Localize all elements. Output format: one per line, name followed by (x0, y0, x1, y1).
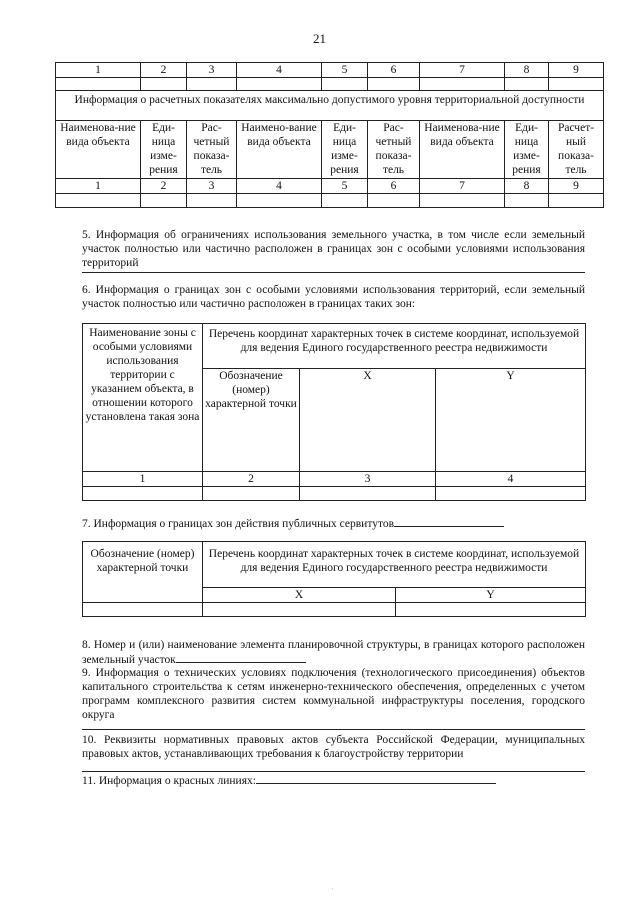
col-number: 5 (322, 63, 368, 78)
table-row (83, 472, 586, 487)
col-number: 3 (300, 472, 436, 487)
column-header: Рас-четный показа-тель (368, 121, 420, 179)
coords-header: Перечень координат характерных точек в системе координат, используемой для ведения Единого государственного реестра недвижимости (203, 324, 586, 369)
column-header: Наименова-ние вида объекта (56, 121, 141, 179)
zone-name-header: Наименование зоны с особыми условиями использования территории с указанием объекта, в отношении которого установлена такая зона (83, 324, 203, 472)
designation-header: Обозначение (номер) характерной точки (83, 542, 203, 603)
table-row (83, 542, 586, 588)
table-caption: Информация о расчетных показателях максимально допустимого уровня территориальной доступности (56, 91, 604, 121)
section-10-text: 10. Реквизиты нормативных правовых актов субъекта Российской Федерации, муниципальных правовых актов, устанавливающих требования к благоустройству территории (82, 734, 585, 760)
section-9-text: 9. Информация о технических условиях подключения (технологического присоединения) объектов капитального строительства к сетям инженерно-технического обеспечения, определенных с учетом программ комплексного развития систем коммунальной инфраструктуры поселения, городского округа (82, 667, 585, 721)
y-header: Y (436, 369, 586, 472)
fill-line (394, 516, 504, 527)
table-row (83, 324, 586, 369)
col-number: 4 (237, 179, 322, 194)
section-5-text: 5. Информация об ограничениях использования земельного участка, в том числе если земельный участок полностью или частично расположен в границах зон с особыми условиями использования территорий (82, 229, 585, 269)
x-header: X (203, 588, 396, 603)
col-number: 1 (56, 63, 141, 78)
col-number: 8 (505, 63, 549, 78)
column-header: Еди-ница изме-рения (141, 121, 187, 179)
column-header: Еди-ница изме-рения (505, 121, 549, 179)
col-number: 3 (187, 179, 237, 194)
col-number: 4 (237, 63, 322, 78)
col-number: 2 (141, 179, 187, 194)
section-6-text: 6. Информация о границах зон с особыми условиями использования территорий, если земельный участок полностью или частично расположен в границах таких зон: (82, 284, 585, 310)
column-header: Наименова-ние вида объекта (420, 121, 505, 179)
col-number: 7 (420, 179, 505, 194)
page-number: 21 (313, 31, 326, 46)
col-number: 9 (549, 179, 604, 194)
fill-line (256, 773, 496, 784)
territorial-accessibility-table (55, 62, 604, 208)
servitude-table (82, 541, 586, 617)
table-row (56, 91, 604, 121)
col-number: 7 (420, 63, 505, 78)
fill-line (82, 771, 585, 772)
table-row (56, 194, 604, 208)
table-row (56, 63, 604, 78)
col-number: 1 (83, 472, 203, 487)
page-mark: · (331, 885, 334, 894)
col-number: 6 (368, 63, 420, 78)
col-number: 4 (436, 472, 586, 487)
y-header: Y (396, 588, 586, 603)
fill-line (82, 272, 585, 273)
table-row (56, 179, 604, 194)
col-number: 2 (203, 472, 300, 487)
special-zones-table (82, 323, 586, 501)
col-number: 6 (368, 179, 420, 194)
column-header: Еди-ница изме-рения (322, 121, 368, 179)
col-number: 9 (549, 63, 604, 78)
col-number: 3 (187, 63, 237, 78)
table-header-row (56, 121, 604, 179)
col-number: 5 (322, 179, 368, 194)
section-8-text: 8. Номер и (или) наименование элемента планировочной структуры, в границах которого расположен земельный участок (82, 639, 585, 666)
section-11-text: 11. Информация о красных линиях: (82, 773, 585, 788)
table-row (83, 487, 586, 501)
column-header: Рас-четный показа-тель (187, 121, 237, 179)
col-number: 8 (505, 179, 549, 194)
column-header: Наимено-вание вида объекта (237, 121, 322, 179)
col-number: 1 (56, 179, 141, 194)
fill-line (82, 729, 585, 730)
column-header: Расчет-ный показа-тель (549, 121, 604, 179)
col-number: 2 (141, 63, 187, 78)
fill-line (176, 652, 306, 663)
table-row (56, 78, 604, 91)
table-row (83, 603, 586, 617)
designation-header: Обозначение (номер) характерной точки (203, 369, 300, 472)
section-7-text: 7. Информация о границах зон действия публичных сервитутов (82, 516, 585, 531)
coords-header: Перечень координат характерных точек в системе координат, используемой для ведения Единого государственного реестра недвижимости (203, 542, 586, 588)
x-header: X (300, 369, 436, 472)
